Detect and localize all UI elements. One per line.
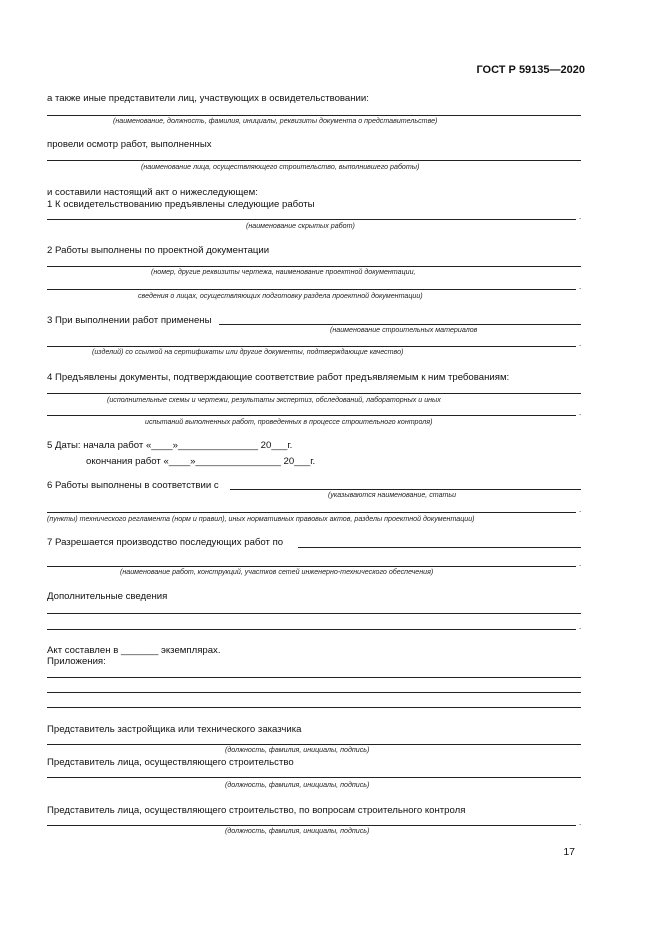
item3-label: 3 При выполнении работ применены xyxy=(47,315,212,326)
rep-control-caption: (должность, фамилия, инициалы, подпись) xyxy=(225,827,370,835)
attachments-label: Приложения: xyxy=(47,656,106,667)
rep-control-dot: . xyxy=(579,818,582,827)
additional-line2 xyxy=(47,629,576,630)
item6-dot: . xyxy=(579,505,582,514)
item4-line2 xyxy=(47,415,576,416)
inspection-label: провели осмотр работ, выполненных xyxy=(47,139,212,150)
item4-caption1: (исполнительные схемы и чертежи, результаты экспертиз, обследований, лабораторных и иных xyxy=(107,396,441,404)
attachments-line3 xyxy=(47,707,581,708)
item3-dot: . xyxy=(579,339,582,348)
rep-builder-caption: (должность, фамилия, инициалы, подпись) xyxy=(225,781,370,789)
item7-line2 xyxy=(47,566,576,567)
item4-label: 4 Предъявлены документы, подтверждающие соответствие работ предъявляемым к ним требованиям: xyxy=(47,372,510,383)
item1-label: 1 К освидетельствованию предъявлены следующие работы xyxy=(47,199,315,210)
item5-start: 5 Даты: начала работ «____»_______________ 20___г. xyxy=(47,440,293,451)
page-number: 17 xyxy=(563,846,575,858)
item7-label: 7 Разрешается производство последующих работ по xyxy=(47,537,284,548)
item7-caption: (наименование работ, конструкций, участков сетей инженерно-технического обеспечения) xyxy=(120,568,434,576)
others-intro: а также иные представители лиц, участвующих в освидетельствовании: xyxy=(47,93,369,104)
item2-line2 xyxy=(47,289,576,290)
rep-developer-label: Представитель застройщика или технического заказчика xyxy=(47,724,302,735)
compiled-label: и составили настоящий акт о нижеследующем: xyxy=(47,187,258,198)
item3-line2 xyxy=(47,346,576,347)
item6-caption2: (пункты) технического регламента (норм и правил), иных нормативных правовых актов, разделы проектной документации) xyxy=(47,515,475,523)
item6-label: 6 Работы выполнены в соответствии с xyxy=(47,480,219,491)
rep-developer-caption: (должность, фамилия, инициалы, подпись) xyxy=(225,746,370,754)
inspection-caption: (наименование лица, осуществляющего строительство, выполнившего работы) xyxy=(141,163,420,171)
attachments-line2 xyxy=(47,692,581,693)
item2-label: 2 Работы выполнены по проектной документации xyxy=(47,245,270,256)
page-header: ГОСТ Р 59135—2020 xyxy=(476,64,585,76)
item3-caption2: (изделий) со ссылкой на сертификаты или другие документы, подтверждающие качество) xyxy=(92,348,404,356)
rep-control-line xyxy=(47,825,576,826)
item2-dot: . xyxy=(579,282,582,291)
item2-caption1: (номер, другие реквизиты чертежа, наименование проектной документации, xyxy=(151,268,416,276)
rep-builder-label: Представитель лица, осуществляющего строительство xyxy=(47,757,294,768)
item6-line1 xyxy=(230,489,581,490)
attachments-line1 xyxy=(47,677,581,678)
others-line xyxy=(47,115,581,116)
item1-dot: . xyxy=(579,212,582,221)
copies-label: Акт составлен в _______ экземплярах. xyxy=(47,645,221,656)
rep-developer-line xyxy=(47,744,581,745)
additional-line1 xyxy=(47,613,581,614)
item7-line1 xyxy=(298,547,581,548)
item7-dot: . xyxy=(579,559,582,568)
item4-dot: . xyxy=(579,408,582,417)
additional-label: Дополнительные сведения xyxy=(47,591,168,602)
inspection-line xyxy=(47,160,581,161)
rep-control-label: Представитель лица, осуществляющего строительство, по вопросам строительного контроля xyxy=(47,805,466,816)
item6-caption1: (указываются наименование, статьи xyxy=(328,491,457,499)
item4-line1 xyxy=(47,393,581,394)
item1-line xyxy=(47,219,576,220)
item2-line1 xyxy=(47,266,581,267)
item4-caption2: испытаний выполненных работ, проведенных в процессе строительного контроля) xyxy=(145,418,433,426)
additional-dot: . xyxy=(579,622,582,631)
item6-line2 xyxy=(47,512,576,513)
item3-line1 xyxy=(219,324,581,325)
item3-caption1: (наименование строительных материалов xyxy=(330,326,478,334)
rep-builder-line xyxy=(47,777,581,778)
others-caption: (наименование, должность, фамилия, инициалы, реквизиты документа о представительстве) xyxy=(113,117,438,125)
item1-caption: (наименование скрытых работ) xyxy=(246,222,355,230)
item5-end: окончания работ «____»________________ 20___г. xyxy=(86,456,316,467)
item2-caption2: сведения о лицах, осуществляющих подготовку раздела проектной документации) xyxy=(138,292,423,300)
